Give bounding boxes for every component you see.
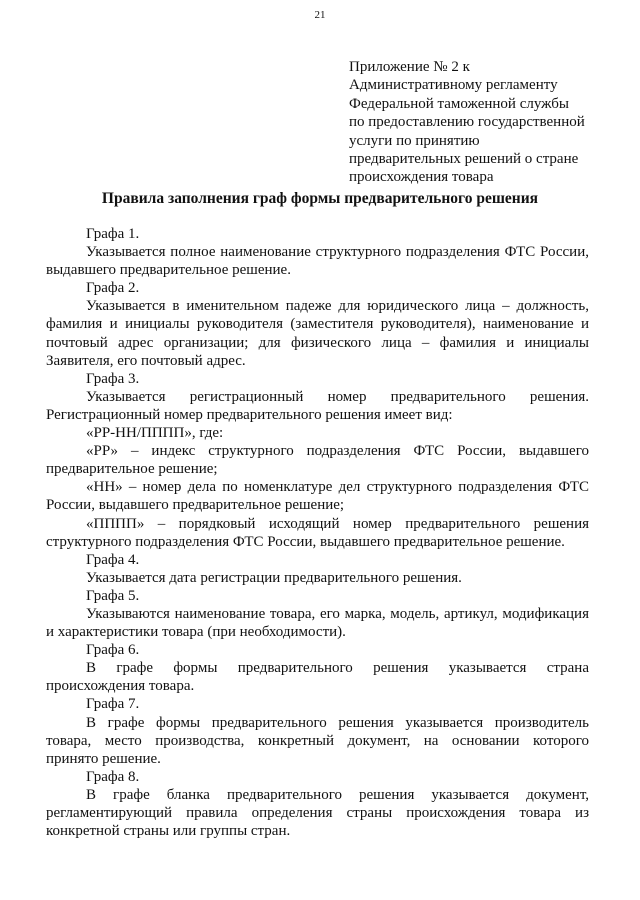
appendix-line: предварительных решений о стране	[349, 151, 579, 168]
body-line: Графа 2.	[86, 280, 140, 297]
body-line: Графа 8.	[86, 768, 140, 785]
body-line: «НН» – номер дела по номенклатуре дел структурного подразделения ФТС	[86, 479, 589, 496]
body-line: регламентирующий правила определения страны происхождения товара из	[46, 805, 589, 821]
body-line: Указывается регистрационный номер предварительного решения.	[86, 388, 589, 405]
body-line: Графа 4.	[86, 551, 140, 568]
appendix-line: происхождения товара	[349, 169, 494, 186]
body-line: почтовый адрес организации; для физического лица – фамилия и инициалы	[46, 334, 589, 351]
body-line: В графе формы предварительного решения указывается страна	[86, 660, 589, 677]
body-line: фамилия и инициалы руководителя (заместителя руководителя), наименование и	[46, 316, 589, 333]
body-line: Указывается дата регистрации предварительного решения.	[86, 569, 462, 586]
body-line: принято решение.	[46, 750, 161, 767]
page-number: 21	[314, 9, 326, 21]
body-line: В графе формы предварительного решения указывается производитель	[86, 714, 589, 731]
appendix-line: по предоставлению государственной	[349, 114, 585, 131]
body-line: выдавшего предварительное решение.	[46, 262, 291, 279]
body-line: Графа 5.	[86, 587, 140, 604]
appendix-line: Административному регламенту	[349, 77, 558, 94]
body-line: предварительное решение;	[46, 461, 218, 478]
document-body	[46, 225, 589, 840]
body-line: конкретной страны или группы стран.	[46, 823, 291, 840]
body-line: России, выдавшего предварительное решение;	[46, 497, 345, 514]
body-line: Графа 6.	[86, 642, 140, 659]
body-line: товара, место производства, конкретный документ, на основании которого	[46, 732, 589, 749]
appendix-line: Приложение № 2 к	[349, 59, 470, 75]
body-line: «РР-НН/ПППП», где:	[86, 425, 224, 442]
appendix-header	[349, 58, 599, 187]
body-line: Графа 1.	[86, 226, 140, 242]
body-line: структурного подразделения ФТС России, выдавшего предварительное решение.	[46, 533, 565, 550]
body-line: Заявителя, его почтовый адрес.	[46, 352, 246, 369]
body-line: Указывается полное наименование структурного подразделения ФТС России,	[86, 244, 589, 261]
appendix-line: услуги по принятию	[349, 132, 480, 149]
body-line: «РР» – индекс структурного подразделения ФТС России, выдавшего	[86, 443, 589, 460]
body-line: Указывается в именительном падеже для юридического лица – должность,	[86, 298, 589, 315]
body-line: Графа 7.	[86, 696, 140, 713]
body-line: Регистрационный номер предварительного решения имеет вид:	[46, 406, 453, 423]
body-line: происхождения товара.	[46, 678, 195, 695]
body-line: Указываются наименование товара, его марка, модель, артикул, модификация	[86, 605, 589, 622]
appendix-line: Федеральной таможенной службы	[349, 95, 570, 112]
body-line: В графе бланка предварительного решения указывается документ,	[86, 786, 589, 803]
body-line: и характеристики товара (при необходимости).	[46, 624, 346, 641]
body-line: «ПППП» – порядковый исходящий номер предварительного решения	[86, 515, 589, 532]
document-title: Правила заполнения граф формы предварительного решения	[101, 190, 539, 207]
body-line: Графа 3.	[86, 370, 140, 387]
